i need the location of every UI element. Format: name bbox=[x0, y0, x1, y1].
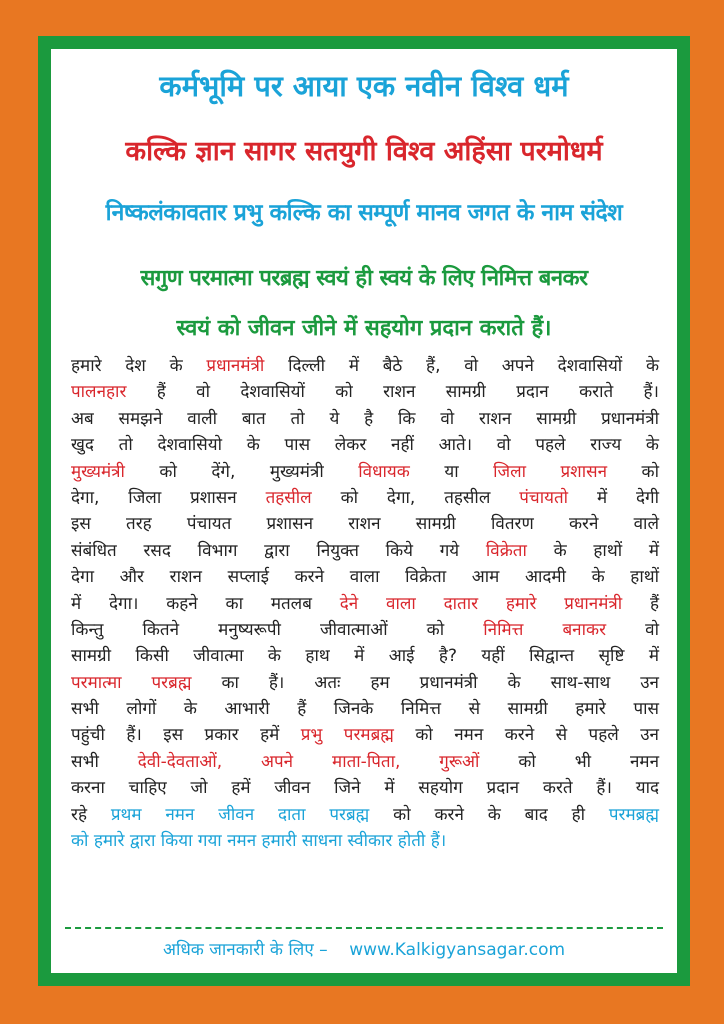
subheading-line-2: स्वयं को जीवन जीने में सहयोग प्रदान कराते हैं। bbox=[176, 316, 552, 341]
highlighted-text: पालनहार bbox=[71, 382, 127, 403]
body-paragraph bbox=[71, 353, 659, 854]
body-text-segment: दिल्ली में बैठे हैं, वो अपने देशवासियों के bbox=[264, 356, 660, 376]
message-title: निष्कलंकावतार प्रभु कल्कि का सम्पूर्ण मानव जगत के नाम संदेश bbox=[105, 200, 623, 226]
body-line bbox=[71, 643, 659, 669]
footer bbox=[51, 937, 677, 960]
body-text-segment: के हाथों में bbox=[526, 540, 659, 561]
highlighted-text: परमब्रह्म bbox=[608, 804, 659, 825]
body-line bbox=[71, 564, 659, 590]
body-line bbox=[71, 538, 659, 564]
highlighted-text: देने वाला दातार हमारे प्रधानमंत्री bbox=[339, 593, 623, 614]
highlighted-text: पंचायतो bbox=[519, 487, 569, 508]
body-text-segment: को भी नमन bbox=[479, 751, 660, 772]
highlighted-text: प्रधानमंत्री bbox=[206, 356, 265, 376]
body-text-segment: में देगा। कहने का मतलब bbox=[71, 593, 340, 614]
highlighted-text: परमात्मा परब्रह्म bbox=[71, 672, 192, 693]
body-text-segment: का हैं। अतः हम प्रधानमंत्री के साथ-साथ उन bbox=[191, 672, 659, 693]
body-text-segment: में देगी bbox=[568, 487, 659, 508]
website-link[interactable]: www.Kalkigyansagar.com bbox=[349, 940, 566, 960]
highlighted-text: प्रभु परमब्रह्म bbox=[300, 725, 394, 746]
body-line bbox=[71, 775, 659, 801]
body-line bbox=[71, 485, 659, 511]
body-line bbox=[71, 406, 659, 432]
body-line bbox=[71, 432, 659, 458]
body-text-segment: को करने के बाद ही bbox=[369, 804, 609, 825]
body-text-segment: को bbox=[607, 461, 659, 482]
body-text-segment: पहुंची हैं। इस प्रकार हमें bbox=[71, 725, 301, 746]
dharma-title: कल्कि ज्ञान सागर सतयुगी विश्व अहिंसा परमोधर्म bbox=[125, 136, 603, 167]
highlighted-text: को हमारे द्वारा किया गया नमन हमारी साधना स्वीकार होती हैं। bbox=[71, 831, 447, 852]
body-text-segment: देगा, जिला प्रशासन bbox=[71, 487, 266, 508]
body-text-segment: को नमन करने से पहले उन bbox=[393, 725, 659, 746]
subheading-line-1: सगुण परमात्मा परब्रह्म स्वयं ही स्वयं के लिए निमित्त बनकर bbox=[140, 266, 588, 291]
body-text-segment: को देगा, तहसील bbox=[311, 487, 520, 508]
body-line bbox=[71, 617, 659, 643]
body-line bbox=[71, 696, 659, 722]
body-line bbox=[71, 670, 659, 696]
body-text-segment: हैं वो देशवासियों को राशन सामग्री प्रदान कराते हैं। bbox=[126, 382, 659, 403]
body-text-segment: इस तरह पंचायत प्रशासन राशन सामग्री वितरण करने वाले bbox=[71, 514, 659, 535]
body-text-segment: सामग्री किसी जीवात्मा के हाथ में आई है? यहीं सिद्वान्त सृष्टि में bbox=[71, 646, 659, 667]
body-text-segment: को देंगे, मुख्यमंत्री bbox=[124, 461, 359, 482]
highlighted-text: जिला प्रशासन bbox=[493, 461, 608, 482]
highlighted-text: विक्रेता bbox=[485, 540, 527, 561]
body-text-segment: सभी लोगों के आभारी हैं जिनके निमित्त से सामग्री हमारे पास bbox=[71, 699, 659, 720]
main-title: कर्मभूमि पर आया एक नवीन विश्व धर्म bbox=[159, 69, 569, 103]
body-text-segment: किन्तु कितने मनुष्यरूपी जीवात्माओं को bbox=[71, 619, 484, 640]
body-text-segment: संबंधित रसद विभाग द्वारा नियुक्त किये गये bbox=[71, 540, 486, 561]
body-line bbox=[71, 802, 659, 828]
footer-label: अधिक जानकारी के लिए – bbox=[162, 940, 328, 960]
highlighted-text: विधायक bbox=[358, 461, 410, 482]
body-text-segment: सभी bbox=[71, 751, 138, 772]
poster-content-panel bbox=[51, 49, 677, 973]
highlighted-text: निमित्त बनाकर bbox=[483, 619, 607, 640]
highlighted-text: देवी-देवताओं, अपने माता-पिता, गुरूओं bbox=[137, 751, 480, 772]
body-text-segment: करना चाहिए जो हमें जीवन जिने में सहयोग प्रदान करते हैं। याद bbox=[71, 778, 659, 799]
body-text-segment: या bbox=[409, 461, 494, 482]
body-text-segment: वो bbox=[606, 619, 659, 640]
body-line bbox=[71, 353, 659, 379]
body-line bbox=[71, 828, 659, 854]
body-line bbox=[71, 749, 659, 775]
body-text-segment: देगा और राशन सप्लाई करने वाला विक्रेता आम आदमी के हाथों bbox=[71, 567, 659, 588]
body-line bbox=[71, 591, 659, 617]
body-text-segment: अब समझने वाली बात तो ये है कि वो राशन सामग्री प्रधानमंत्री bbox=[71, 408, 659, 429]
body-text-segment: रहे bbox=[71, 804, 111, 825]
body-line bbox=[71, 722, 659, 748]
highlighted-text: मुख्यमंत्री bbox=[71, 461, 125, 482]
dashed-divider bbox=[65, 927, 663, 929]
body-line bbox=[71, 379, 659, 405]
body-text-segment: हमारे देश के bbox=[71, 356, 207, 376]
body-text-segment: खुद तो देशवासियो के पास लेकर नहीं आते। वो पहले राज्य के bbox=[71, 435, 659, 456]
body-line bbox=[71, 511, 659, 537]
body-text-segment: हैं bbox=[622, 593, 659, 614]
highlighted-text: प्रथम नमन जीवन दाता परब्रह्म bbox=[110, 804, 370, 825]
highlighted-text: तहसील bbox=[265, 487, 312, 508]
body-line bbox=[71, 459, 659, 485]
